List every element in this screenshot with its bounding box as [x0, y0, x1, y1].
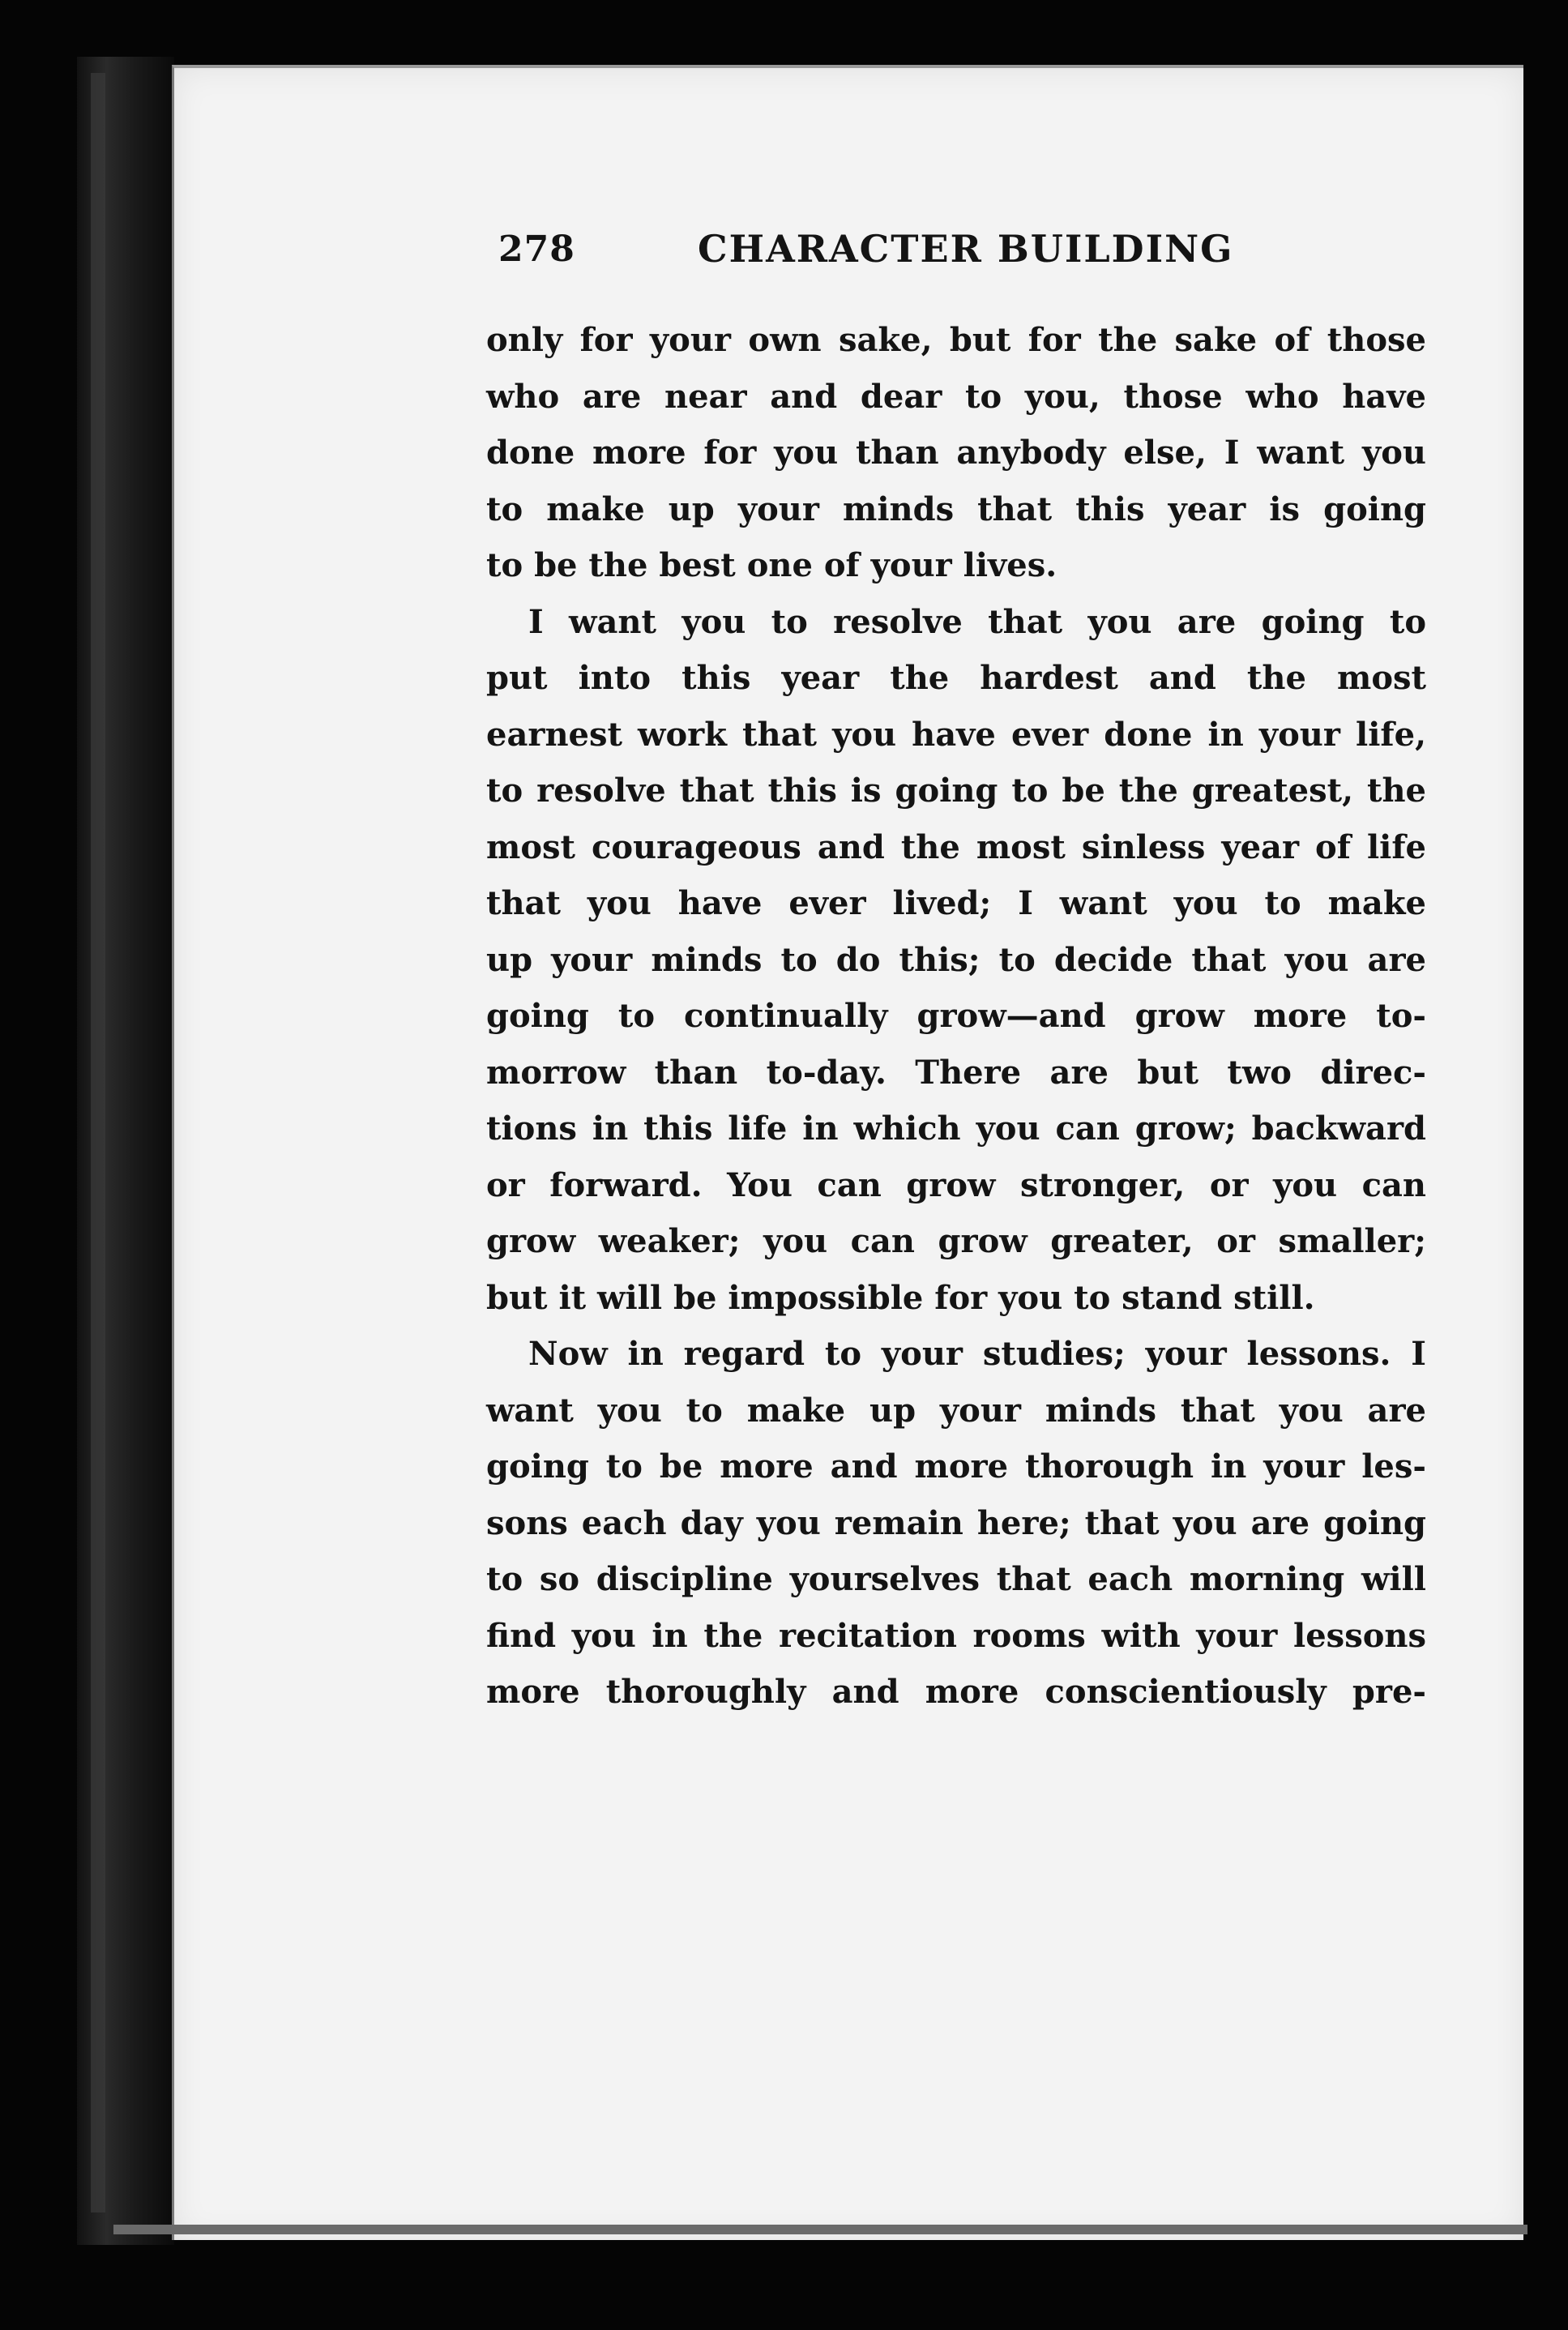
text-line: only for your own sake, but for the sake of those	[486, 321, 1426, 359]
text-line: grow weaker; you can grow greater, or smaller;	[486, 1222, 1426, 1260]
text-line: more thoroughly and more conscientiously pre-	[486, 1673, 1426, 1711]
paragraph	[486, 312, 1426, 594]
text-line: most courageous and the most sinless year of life	[486, 827, 1426, 866]
text-line: but it will be impossible for you to stand still.	[486, 1278, 1315, 1317]
text-line: to so discipline yourselves that each morning will	[486, 1560, 1426, 1598]
text-line: or forward. You can grow stronger, or you can	[486, 1165, 1426, 1204]
running-head	[336, 229, 1252, 277]
running-title: CHARACTER BUILDING	[698, 227, 1234, 271]
body-text	[486, 312, 1426, 1721]
text-line: put into this year the hardest and the most	[486, 659, 1426, 697]
text-line: to be the best one of your lives.	[486, 546, 1057, 584]
binding-edge	[91, 73, 105, 2212]
text-line: find you in the recitation rooms with your lessons	[486, 1616, 1426, 1655]
text-line: sons each day you remain here; that you are going	[486, 1503, 1426, 1542]
text-line: morrow than to-day. There are but two direc-	[486, 1053, 1426, 1092]
text-line: going to be more and more thorough in your les-	[486, 1447, 1426, 1486]
text-line: Now in regard to your studies; your lessons. I	[528, 1335, 1426, 1373]
text-line: to resolve that this is going to be the greatest, the	[486, 772, 1426, 810]
text-line: earnest work that you have ever done in your life,	[486, 715, 1426, 754]
paragraph	[486, 1326, 1426, 1721]
text-line: up your minds to do this; to decide that you are	[486, 940, 1426, 979]
text-line: going to continually grow—and grow more to-	[486, 997, 1426, 1035]
text-line: who are near and dear to you, those who have	[486, 377, 1426, 416]
page-number: 278	[498, 229, 575, 270]
text-line: that you have ever lived; I want you to make	[486, 884, 1426, 922]
text-line: done more for you than anybody else, I want you	[486, 434, 1426, 472]
text-line: tions in this life in which you can grow; backward	[486, 1109, 1426, 1148]
text-line: want you to make up your minds that you are	[486, 1391, 1426, 1430]
text-line: I want you to resolve that you are going to	[528, 602, 1426, 641]
text-line: to make up your minds that this year is going	[486, 490, 1426, 528]
paragraph	[486, 594, 1426, 1327]
page-bottom-edge	[113, 2225, 1527, 2234]
